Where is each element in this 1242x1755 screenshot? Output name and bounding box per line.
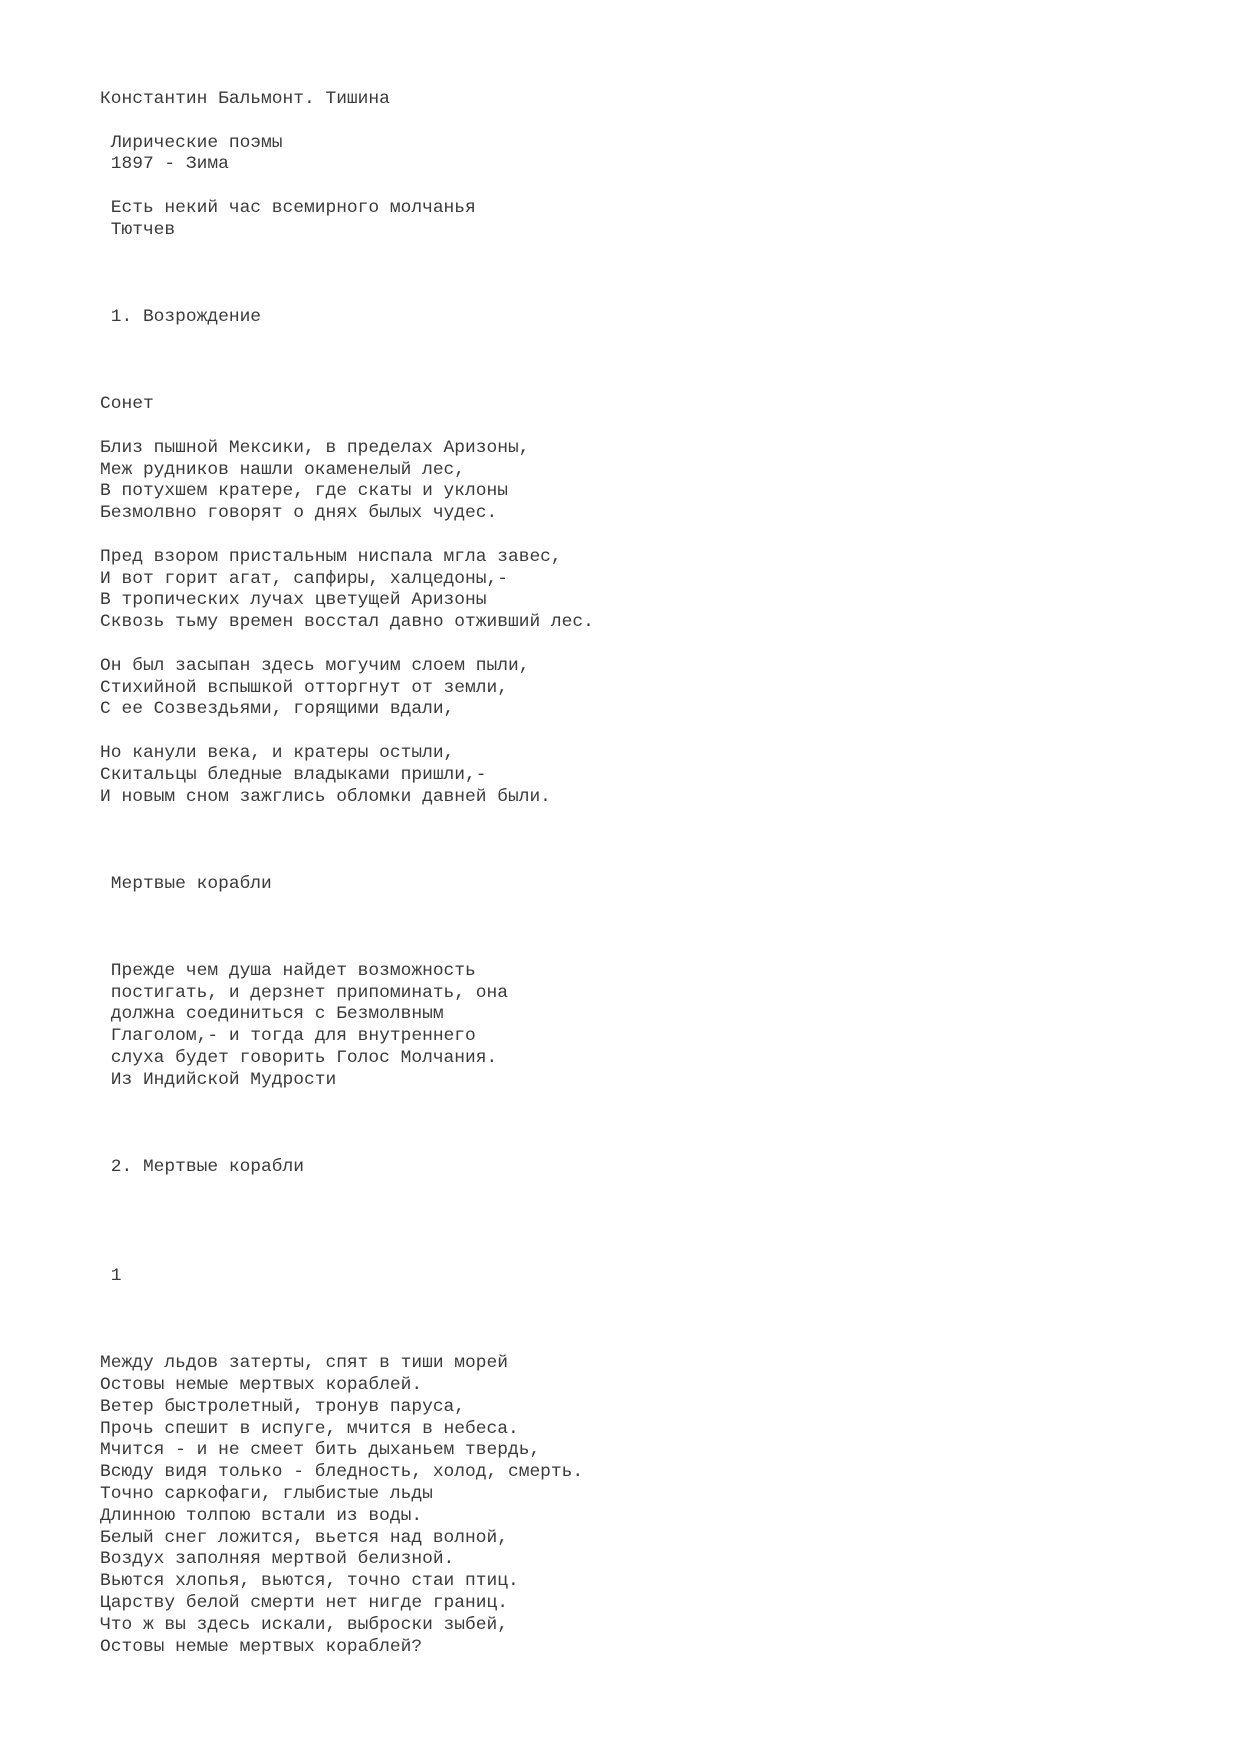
text-line: Пред взором пристальным ниспала мгла завес, — [100, 546, 562, 567]
text-line: 1897 - Зима — [100, 154, 229, 175]
blank-line — [100, 1092, 594, 1114]
text-line: Остовы немые мертвых кораблей. — [100, 1375, 423, 1396]
text-line: В потухшем кратере, где скаты и уклоны — [100, 481, 508, 502]
text-line: Есть некий час всемирного молчанья — [100, 197, 476, 218]
text-line: Безмолвно говорят о днях былых чудес. — [100, 503, 498, 524]
blank-line — [100, 1113, 594, 1135]
blank-line — [100, 242, 594, 264]
text-line: В тропических лучах цветущей Аризоны — [100, 590, 487, 611]
text-line: Близ пышной Мексики, в пределах Аризоны, — [100, 437, 530, 458]
text-line: Точно саркофаги, глыбистые льды — [100, 1484, 433, 1504]
text-line: Меж рудников нашли окаменелый лес, — [100, 459, 466, 480]
blank-line — [100, 1179, 594, 1201]
text-line: Воздух заполняя мертвой белизной. — [100, 1549, 455, 1570]
text-line: Мчится - и не смеет бить дыханьем твердь, — [100, 1440, 541, 1461]
text-line: Мертвые корабли — [100, 873, 272, 894]
blank-line — [100, 351, 594, 373]
text-line: Что ж вы здесь искали, выброски зыбей, — [100, 1614, 508, 1635]
blank-line — [100, 808, 594, 830]
text-line: Царству белой смерти нет нигде границ. — [100, 1592, 508, 1613]
text-line: И вот горит агат, сапфиры, халцедоны,- — [100, 568, 508, 589]
text-line: Сквозь тьму времен восстал давно отживший лес. — [100, 612, 594, 633]
text-line: 2. Мертвые корабли — [100, 1157, 304, 1178]
text-line: постигать, и дерзнет припоминать, она — [100, 982, 508, 1003]
text-line: Но канули века, и кратеры остыли, — [100, 742, 455, 763]
text-line: Длинною толпою встали из воды. — [100, 1505, 423, 1526]
blank-line — [100, 830, 594, 852]
blank-line — [100, 285, 594, 307]
text-line: Сонет — [100, 394, 154, 415]
blank-line — [100, 525, 594, 547]
blank-line — [100, 1288, 594, 1310]
document-text — [100, 89, 594, 1658]
text-line: Из Индийской Мудрости — [100, 1069, 337, 1090]
text-line: Прочь спешит в испуге, мчится в небеса. — [100, 1418, 519, 1439]
text-line: Остовы немые мертвых кораблей? — [100, 1636, 423, 1657]
blank-line — [100, 1222, 594, 1244]
blank-line — [100, 176, 594, 198]
text-line: Стихийной вспышкой отторгнут от земли, — [100, 677, 508, 698]
blank-line — [100, 852, 594, 874]
text-line: Вьются хлопья, вьются, точно стаи птиц. — [100, 1571, 519, 1592]
blank-line — [100, 263, 594, 285]
blank-line — [100, 721, 594, 743]
blank-line — [100, 939, 594, 961]
text-line: Всюду видя только - бледность, холод, смерть. — [100, 1462, 584, 1483]
blank-line — [100, 416, 594, 438]
text-line: 1 — [100, 1266, 122, 1287]
blank-line — [100, 372, 594, 394]
blank-line — [100, 1310, 594, 1332]
blank-line — [100, 1201, 594, 1223]
text-line: Глаголом,- и тогда для внутреннего — [100, 1026, 476, 1047]
blank-line — [100, 917, 594, 939]
blank-line — [100, 1331, 594, 1353]
blank-line — [100, 634, 594, 656]
text-line: Скитальцы бледные владыками пришли,- — [100, 764, 487, 785]
text-line: Он был засыпан здесь могучим слоем пыли, — [100, 655, 530, 676]
text-line: Ветер быстролетный, тронув паруса, — [100, 1396, 466, 1417]
text-line: Прежде чем душа найдет возможность — [100, 960, 476, 981]
text-line: слуха будет говорить Голос Молчания. — [100, 1048, 498, 1069]
text-line: Константин Бальмонт. Тишина — [100, 89, 390, 109]
text-line: Между льдов затерты, спят в тиши морей — [100, 1353, 508, 1374]
text-line: должна соединиться с Безмолвным — [100, 1004, 444, 1025]
blank-line — [100, 895, 594, 917]
text-line: Тютчев — [100, 219, 176, 240]
blank-line — [100, 111, 594, 133]
text-line: Белый снег ложится, вьется над волной, — [100, 1527, 508, 1548]
text-line: 1. Возрождение — [100, 306, 262, 327]
text-line: И новым сном зажглись обломки давней были. — [100, 786, 551, 807]
blank-line — [100, 1135, 594, 1157]
text-line: Лирические поэмы — [100, 132, 283, 153]
blank-line — [100, 329, 594, 351]
blank-line — [100, 1244, 594, 1266]
text-line: С ее Созвездьями, горящими вдали, — [100, 699, 455, 720]
